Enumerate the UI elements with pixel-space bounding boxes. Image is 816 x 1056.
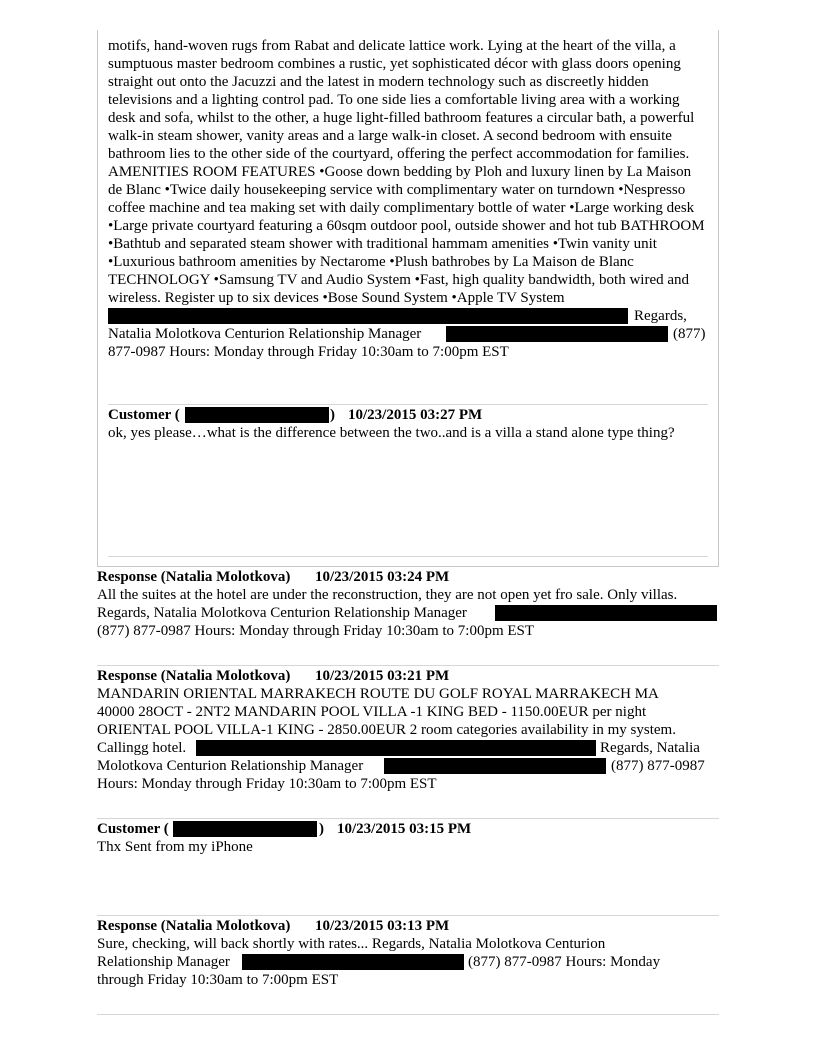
message-datetime: 10/23/2015 03:27 PM (348, 407, 483, 423)
message-line: 40000 28OCT - 2NT2 MANDARIN POOL VILLA -1 KING BED - 1150.00EUR per night (97, 704, 647, 720)
divider (97, 665, 719, 666)
message-line: (877) 877-0987 (611, 758, 705, 774)
redaction-bar (196, 740, 596, 756)
message-line: Thx Sent from my iPhone (97, 839, 253, 855)
quoted-signature: Natalia Molotkova Centurion Relationship Manager (108, 326, 422, 342)
quoted-regards: Regards, (634, 308, 687, 324)
quoted-customer-message (108, 406, 708, 442)
divider (97, 1014, 719, 1015)
redaction-bar (173, 821, 317, 837)
redaction-bar (108, 308, 628, 324)
customer-label: Customer ( (108, 407, 180, 423)
customer-close: ) (319, 821, 324, 837)
quoted-hours: 877-0987 Hours: Monday through Friday 10:30am to 7:00pm EST (108, 344, 509, 360)
message-line: Sure, checking, will back shortly with rates... Regards, Natalia Molotkova Centurion (97, 936, 606, 952)
message-response (97, 917, 721, 989)
quoted-phone: (877) (673, 326, 706, 342)
message-datetime: 10/23/2015 03:24 PM (315, 569, 450, 585)
message-line: through Friday 10:30am to 7:00pm EST (97, 972, 339, 988)
message-line: Regards, Natalia Molotkova Centurion Relationship Manager (97, 605, 467, 621)
customer-close: ) (330, 407, 335, 423)
divider (97, 818, 719, 819)
redaction-bar (446, 326, 668, 342)
message-header: Response (Natalia Molotkova) (97, 918, 291, 934)
message-header: Response (Natalia Molotkova) (97, 569, 291, 585)
message-line: Molotkova Centurion Relationship Manager (97, 758, 364, 774)
divider (97, 915, 719, 916)
message-line: Regards, Natalia (600, 740, 700, 756)
message-line: Relationship Manager (97, 954, 230, 970)
redaction-bar (384, 758, 606, 774)
customer-label: Customer ( (97, 821, 169, 837)
message-line: ORIENTAL POOL VILLA-1 KING - 2850.00EUR 2 room categories availability in my system. (97, 722, 676, 738)
divider (108, 404, 708, 405)
quoted-body (108, 37, 708, 361)
redaction-bar (495, 605, 717, 621)
message-header: Response (Natalia Molotkova) (97, 668, 291, 684)
message-line: MANDARIN ORIENTAL MARRAKECH ROUTE DU GOLF ROYAL MARRAKECH MA (97, 686, 659, 702)
message-line: Callingg hotel. (97, 740, 187, 756)
divider (108, 556, 708, 557)
message-line: (877) 877-0987 Hours: Monday through Friday 10:30am to 7:00pm EST (97, 623, 535, 639)
redaction-bar (242, 954, 464, 970)
message-response (97, 667, 721, 793)
customer-message-text: ok, yes please…what is the difference between the two..and is a villa a stand alone type thing? (108, 425, 675, 441)
message-line: (877) 877-0987 Hours: Monday (468, 954, 661, 970)
message-customer (97, 820, 721, 856)
message-datetime: 10/23/2015 03:15 PM (337, 821, 472, 837)
message-line: All the suites at the hotel are under the reconstruction, they are not open yet fro sale. Only villas. (97, 587, 678, 603)
quoted-text: motifs, hand-woven rugs from Rabat and delicate lattice work. Lying at the heart of the villa, a sumptuous master bedroom combines a rustic, yet sophisticated décor with glass doors opening straight out onto the Jacuzzi and the latest in modern technology such as discreetly hidden televisions and a lighting control pad. To one side lies a comfortable living area with a working desk and sofa, whilst to the other, a huge light-filled bathroom features a circular bath, a powerful walk-in steam shower, vanity areas and a large walk-in closet. A second bedroom with ensuite bathroom lies to the other side of the courtyard, offering the perfect accommodation for families. AMENITIES ROOM FEATURES •Goose down bedding by Ploh and luxury linen by La Maison de Blanc •Twice daily housekeeping service with complimentary water on turndown •Nespresso coffee machine and tea making set with daily complimentary bottle of water •Large working desk •Large private courtyard featuring a 60sqm outdoor pool, outside shower and hot tub BATHROOM •Bathtub and separated steam shower with traditional hammam amenities •Twin vanity unit •Luxurious bathroom amenities by Nectarome •Plush bathrobes by La Maison de Blanc TECHNOLOGY •Samsung TV and Audio System •Fast, high quality bandwidth, both wired and wireless. Register up to six devices •Bose Sound System •Apple TV System (108, 38, 705, 306)
message-datetime: 10/23/2015 03:13 PM (315, 918, 450, 934)
redaction-bar (185, 407, 329, 423)
message-line: Hours: Monday through Friday 10:30am to 7:00pm EST (97, 776, 437, 792)
message-response (97, 568, 721, 640)
message-datetime: 10/23/2015 03:21 PM (315, 668, 450, 684)
quoted-message-box (97, 30, 719, 567)
